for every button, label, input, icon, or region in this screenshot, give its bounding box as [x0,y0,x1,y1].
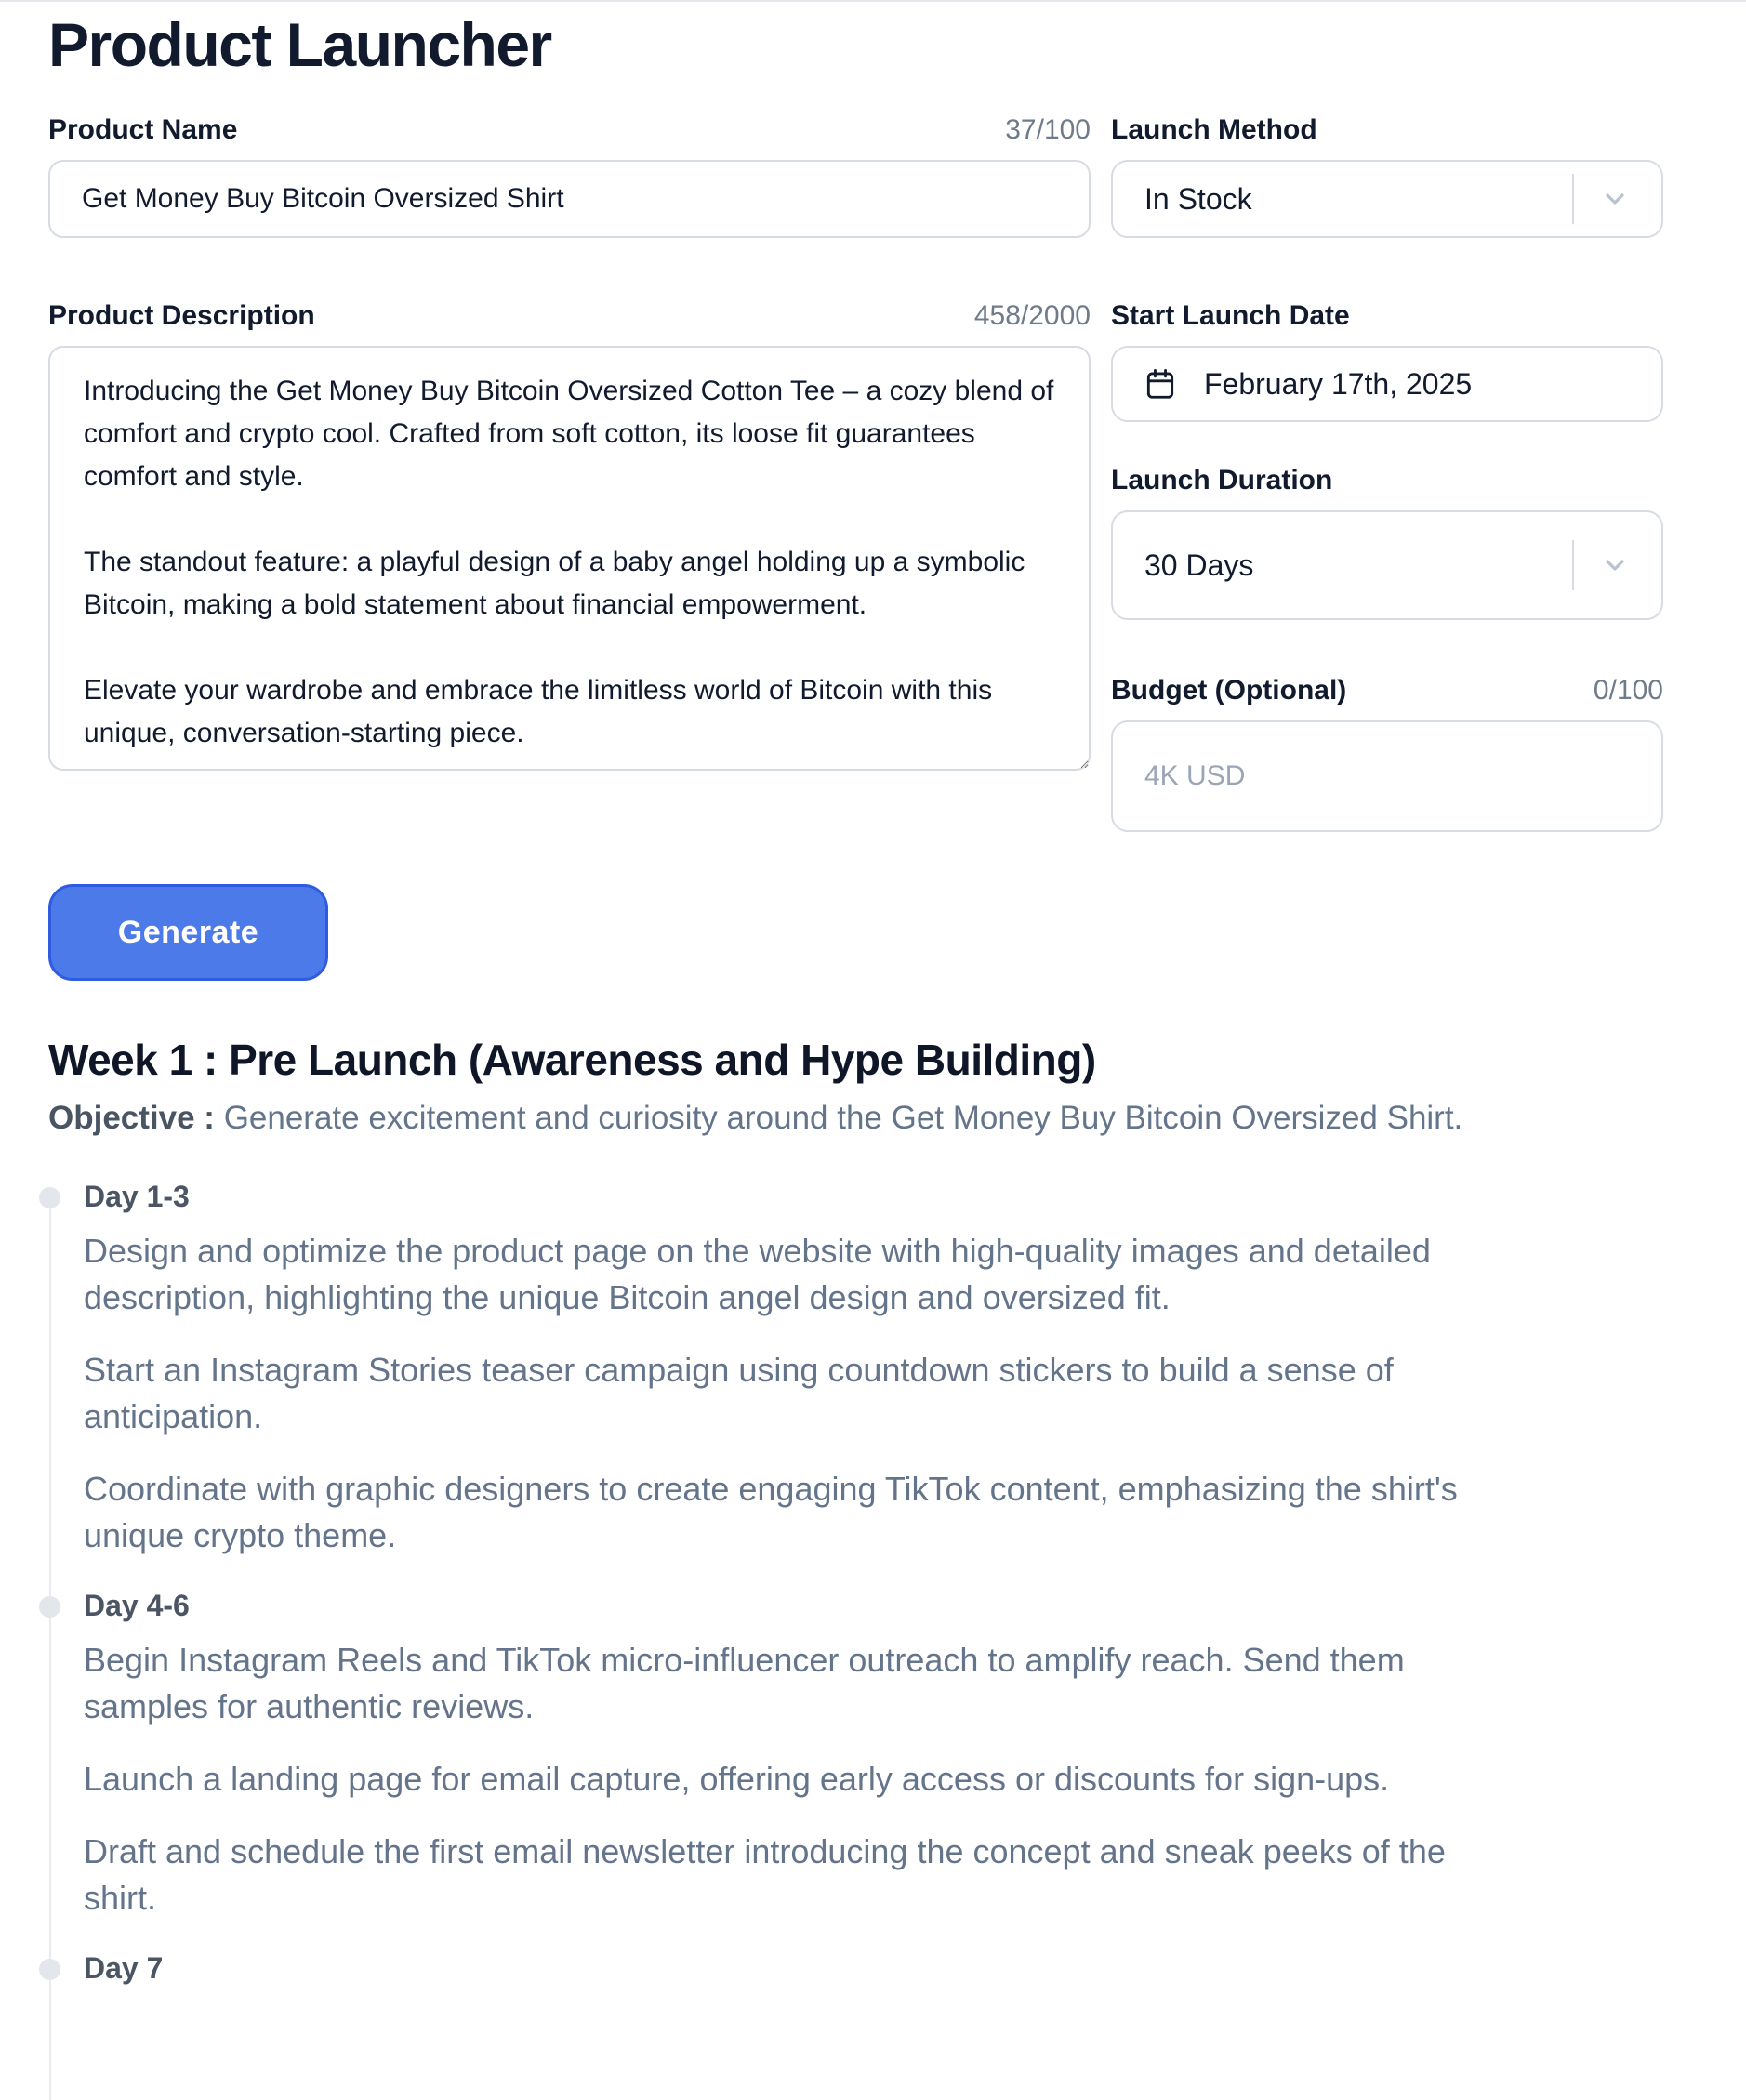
form-left-column [48,113,1091,771]
page-container [0,2,1746,1988]
spacer [1111,422,1663,464]
product-name-label: Product Name [48,114,238,145]
timeline-dot [39,1187,60,1208]
product-description-label-row [48,299,1091,333]
launch-method-label: Launch Method [1111,114,1317,145]
product-description-label: Product Description [48,300,315,331]
launch-duration-label: Launch Duration [1111,465,1333,495]
launch-duration-label-row [1111,464,1663,497]
generate-button[interactable]: Generate [48,884,328,981]
start-launch-date-label-row [1111,299,1663,333]
day-block-3 [49,1948,1663,1988]
objective-line [48,1098,1663,1139]
day-title-text: Day 7 [84,1951,164,1985]
select-divider [1572,174,1574,224]
launch-duration-select[interactable] [1111,510,1663,620]
day-task: Launch a landing page for email capture, offering early access or discounts for sign-ups. [84,1760,1390,1798]
select-divider [1572,540,1574,590]
chevron-down-icon[interactable] [1600,184,1630,214]
product-description-textarea[interactable] [48,346,1091,771]
budget-label: Budget (Optional) [1111,675,1347,706]
day-title-text: Day 4-6 [84,1589,190,1622]
launch-duration-value: 30 Days [1144,548,1254,582]
day-task: Start an Instagram Stories teaser campaign using countdown stickers to build a sense of anticipation. [84,1351,1394,1435]
spacer [1111,620,1663,674]
objective-label: Objective : [48,1100,215,1136]
launch-plan-timeline [49,1176,1663,1988]
spacer [48,238,1091,299]
budget-label-row [1111,674,1663,707]
start-launch-date-value: February 17th, 2025 [1204,366,1473,401]
timeline-dot [39,1596,60,1618]
day-task: Coordinate with graphic designers to create engaging TikTok content, emphasizing the shirt's unique crypto theme. [84,1470,1458,1554]
chevron-down-icon[interactable] [1600,550,1630,580]
calendar-icon[interactable] [1143,366,1178,402]
start-launch-date-field[interactable] [1111,346,1663,422]
day-block-1 [49,1176,1663,1559]
day-task: Begin Instagram Reels and TikTok micro-influencer outreach to amplify reach. Send them samples for authentic reviews. [84,1641,1405,1725]
day-title-text: Day 1-3 [84,1180,190,1213]
launch-method-value: In Stock [1144,181,1252,216]
spacer [1111,238,1663,299]
day-7-title [84,1948,1663,1988]
day-1-3-title [84,1176,1663,1217]
page-title: Product Launcher [48,10,551,79]
objective-text: Generate excitement and curiosity around the Get Money Buy Bitcoin Oversized Shirt. [223,1100,1463,1136]
day-block-2 [49,1585,1663,1922]
day-4-6-title [84,1585,1663,1626]
budget-input[interactable] [1111,720,1663,832]
budget-counter: 0/100 [1593,675,1663,706]
product-name-input[interactable] [48,160,1091,238]
day-task: Draft and schedule the first email newsletter introducing the concept and sneak peeks of the shirt. [84,1832,1446,1917]
week-1-heading: Week 1 : Pre Launch (Awareness and Hype Building) [48,1036,1096,1084]
product-description-counter: 458/2000 [973,300,1091,331]
start-launch-date-label: Start Launch Date [1111,300,1350,331]
launch-method-select[interactable] [1111,160,1663,238]
product-name-label-row [48,113,1091,147]
day-task: Design and optimize the product page on the website with high-quality images and detailed description, highlighting the unique Bitcoin angel design and oversized fit. [84,1232,1431,1316]
form-right-column [1111,113,1663,832]
timeline-dot [39,1959,60,1980]
product-name-counter: 37/100 [1005,114,1091,145]
launch-form [48,113,1663,832]
launch-method-label-row [1111,113,1663,147]
